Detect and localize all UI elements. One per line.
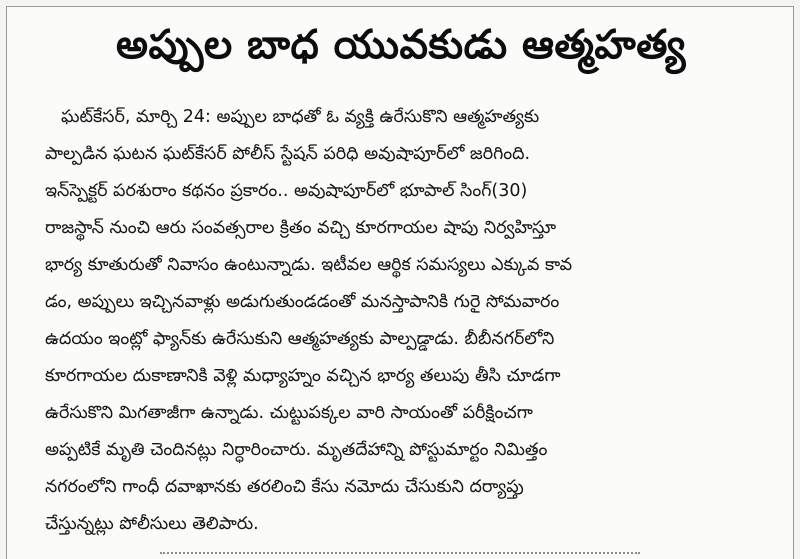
headline: అప్పుల బాధ యువకుడు ఆత్మహత్య: [116, 22, 686, 68]
article-line: డం, అప్పులు ఇచ్చినవాళ్లు అడుగుతుండడంతో మనస్తాపానికి గురై సోమవారం: [45, 292, 560, 312]
article-line: ఉరేసుకొని మిగతాజీగా ఉన్నాడు. చుట్టుపక్కల వారి సాయంతో పరీక్షించగా: [45, 403, 533, 423]
article-line: కూరగాయల దుకాణానికి వెళ్లి మధ్యాహ్నం వచ్చిన భార్య తలుపు తీసి చూడగా: [45, 366, 561, 386]
cut-off-next-article-edge: [160, 552, 640, 558]
news-clipping: [6, 6, 794, 559]
article-body: [45, 99, 765, 543]
article-line: చేస్తున్నట్లు పోలీసులు తెలిపారు.: [45, 514, 259, 534]
article-line: నగరంలోని గాంధీ దవాఖానకు తరలించి కేసు నమోదు చేసుకుని దర్యాప్తు: [45, 477, 524, 497]
article-line: భార్య కూతురుతో నివాసం ఉంటున్నాడు. ఇటీవల ఆర్థిక సమస్యలు ఎక్కువ కావ: [45, 255, 573, 275]
article-line: ఇన్‌స్పెక్టర్ పరశురాం కథనం ప్రకారం.. అవుషాపూర్‌లో భూపాల్ సింగ్(30): [45, 181, 528, 201]
article-line: పాల్పడిన ఘటన ఘట్‌కేసర్ పోలీస్ స్టేషన్ పరిధి అవుషాపూర్‌లో జరిగింది.: [45, 144, 531, 164]
article-line: ఘట్‌కేసర్, మార్చి 24: అప్పుల బాధతో ఓ వ్యక్తి ఉరేసుకొని ఆత్మహత్యకు: [61, 107, 540, 127]
article-line: అప్పటికే మృతి చెందినట్లు నిర్ధారించారు. మృతదేహాన్ని పోస్టుమార్టం నిమిత్తం: [45, 440, 548, 460]
article-line: ఉదయం ఇంట్లో ఫ్యాన్‌కు ఉరేసుకుని ఆత్మహత్యకు పాల్పడ్డాడు. బీబీనగర్‌లోని: [45, 329, 555, 349]
article-line: రాజస్థాన్ నుంచి ఆరు సంవత్సరాల క్రితం వచ్చి కూరగాయల షాపు నిర్వహిస్తూ: [45, 218, 557, 238]
